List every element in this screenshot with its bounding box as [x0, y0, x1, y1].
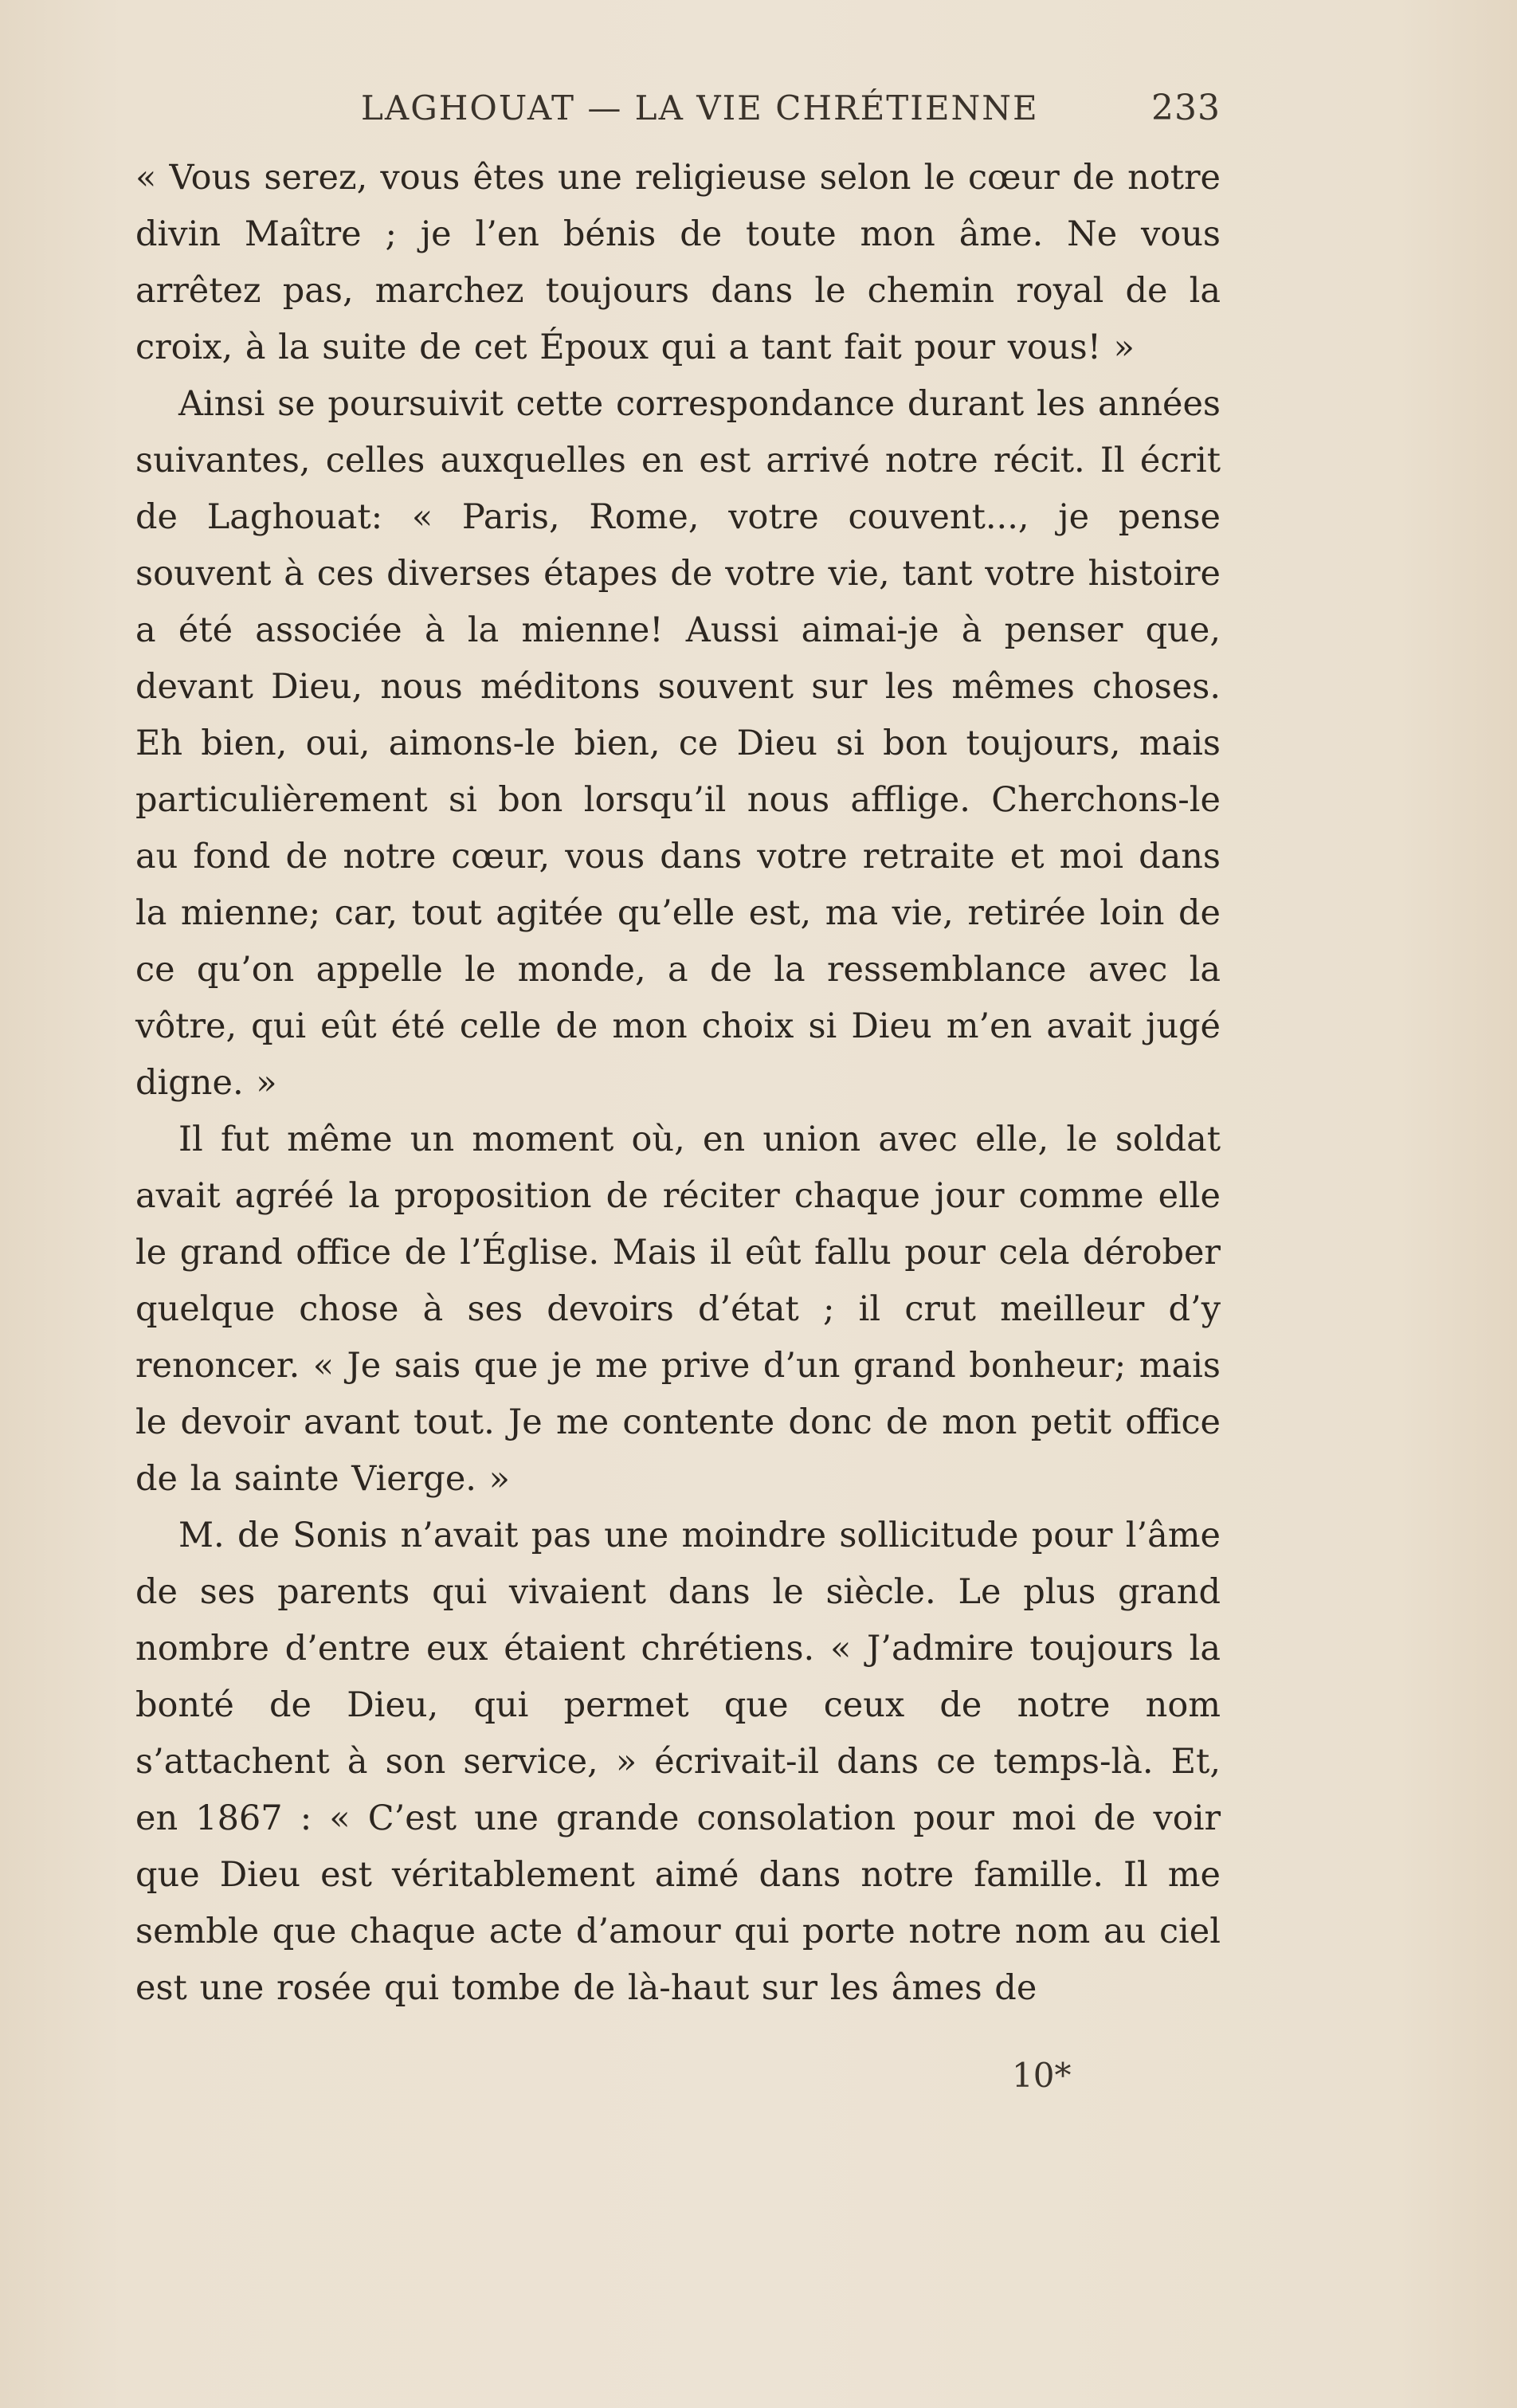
paragraph-3: Il fut même un moment où, en union avec elle, le soldat avait agréé la proposition de réciter chaque jour comme elle le grand office de l’Église. Mais il eût fallu pour cela dérober quelque chose à ses devoirs d’état ; il crut meilleur d’y renoncer. « Je sais que je me prive d’un grand bonheur; mais le devoir avant tout. Je me contente donc de mon petit office de la sainte Vierge. »	[135, 1120, 1221, 1499]
signature-mark: 10*	[1012, 2056, 1072, 2095]
paragraph-2: Ainsi se poursuivit cette correspondance durant les années suivantes, celles auxquelles en est arrivé notre récit. Il écrit de Laghouat: « Paris, Rome, votre couvent..., je pense souvent à ces diverses étapes de votre vie, tant votre histoire a été associée à la mienne! Aussi aimai-je à penser que, devant Dieu, nous méditons souvent sur les mêmes choses. Eh bien, oui, aimons-le bien, ce Dieu si bon toujours, mais particulièrement si bon lorsqu’il nous afflige. Cherchons-le au fond de notre cœur, vous dans votre retraite et moi dans la mienne; car, tout agitée qu’elle est, ma vie, retirée loin de ce qu’on appelle le monde, a de la ressemblance avec la vôtre, qui eût été celle de mon choix si Dieu m’en avait jugé digne. »	[135, 384, 1221, 1103]
running-title: LAGHOUAT — LA VIE CHRÉTIENNE	[361, 88, 1039, 127]
paragraph-4: M. de Sonis n’avait pas une moindre sollicitude pour l’âme de ses parents qui vivaient dans le siècle. Le plus grand nombre d’entre eux étaient chrétiens. « J’admire toujours la bonté de Dieu, qui permet que ceux de notre nom s’attachent à son service, » écrivait-il dans ce temps-là. Et, en 1867 : « C’est une grande consolation pour moi de voir que Dieu est véritablement aimé dans notre famille. Il me semble que chaque acte d’amour qui porte notre nom au ciel est une rosée qui tombe de là-haut sur les âmes de	[135, 1516, 1221, 2008]
paragraph-1: « Vous serez, vous êtes une religieuse selon le cœur de notre divin Maître ; je l’en bénis de toute mon âme. Ne vous arrêtez pas, marchez toujours dans le chemin royal de la croix, à la suite de cet Époux qui a tant fait pour vous! »	[135, 158, 1221, 367]
page-header	[135, 88, 1221, 150]
text-block	[135, 88, 1221, 2017]
page-number: 233	[1151, 88, 1221, 128]
